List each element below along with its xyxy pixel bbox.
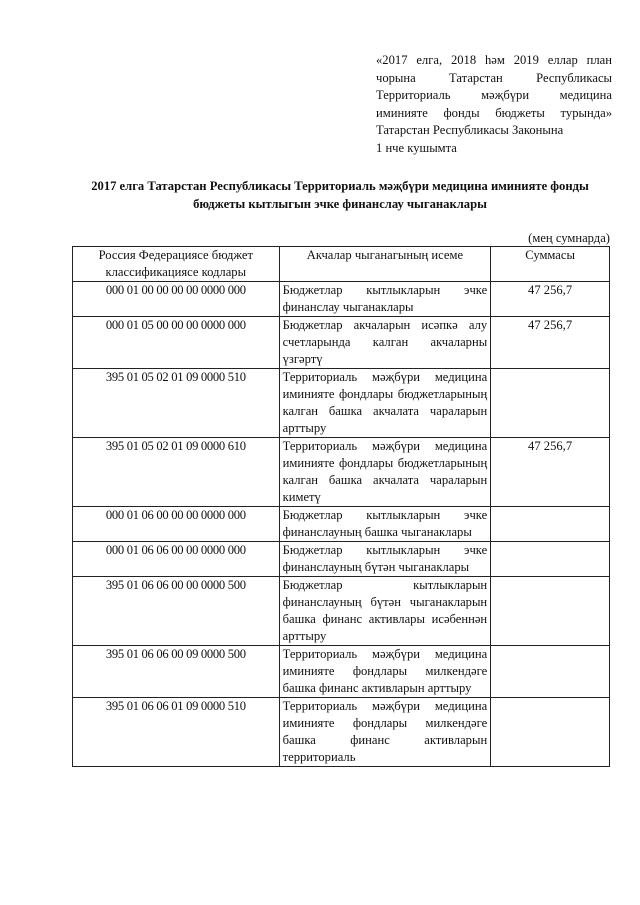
row-sum (491, 577, 610, 646)
financing-sources-table (72, 246, 610, 767)
table-row (73, 282, 610, 317)
row-code: 395 01 06 06 01 09 0000 510 (73, 698, 280, 767)
row-sum: 47 256,7 (491, 282, 610, 317)
annex-reference (376, 52, 612, 158)
row-code: 000 01 00 00 00 00 0000 000 (73, 282, 280, 317)
table-row (73, 369, 610, 438)
document-title: 2017 елга Татарстан Республикасы Территориаль мәҗбүри медицина иминияте фонды бюджеты кытлыгын эчке финанслау чыганаклары (91, 179, 589, 211)
row-sum (491, 369, 610, 438)
row-sum (491, 646, 610, 698)
annex-line: Татарстан Республикасы Законына (376, 123, 564, 138)
row-code: 000 01 06 00 00 00 0000 000 (73, 507, 280, 542)
row-code: 000 01 06 06 00 00 0000 000 (73, 542, 280, 577)
table-row (73, 577, 610, 646)
row-name: Территориаль мәҗбүри медицина иминияте фондлары бюджетларының калган башка акчалата чараларын арттыру (279, 369, 491, 438)
row-name: Бюджетлар кытлыкларын финанслауның бүтән чыганакларын башка финанс активлары исәбеннән арттыру (279, 577, 491, 646)
annex-line: 1 нче кушымта (376, 140, 457, 155)
row-sum (491, 542, 610, 577)
row-name: Территориаль мәҗбүри медицина иминияте фондлары бюджетларының калган башка акчалата чараларын киметү (279, 438, 491, 507)
header-name: Акчалар чыганагының исеме (279, 247, 491, 282)
row-sum (491, 507, 610, 542)
row-sum: 47 256,7 (491, 438, 610, 507)
table-row (73, 542, 610, 577)
table-header-row (73, 247, 610, 282)
row-name: Бюджетлар кытлыкларын эчке финанслауның башка чыганаклары (279, 507, 491, 542)
annex-line: иминияте фонды бюджеты турында» (376, 105, 612, 120)
row-sum (491, 698, 610, 767)
row-name: Бюджетлар акчаларын исәпкә алу счетларында калган акчаларны үзгәртү (279, 317, 491, 369)
header-sum: Суммасы (491, 247, 610, 282)
row-name: Бюджетлар кытлыкларын эчке финанслауның бүтән чыганаклары (279, 542, 491, 577)
unit-note: (мең сумнарда) (528, 231, 610, 245)
row-code: 395 01 05 02 01 09 0000 510 (73, 369, 280, 438)
row-sum: 47 256,7 (491, 317, 610, 369)
table-row (73, 646, 610, 698)
annex-line: «2017 елга, 2018 һәм 2019 еллар план (376, 53, 612, 67)
annex-line: Территориаль мәҗбүри медицина (376, 88, 612, 103)
header-code: Россия Федерациясе бюджет классификациясе кодлары (73, 247, 280, 282)
annex-line: чорына Татарстан Республикасы (376, 70, 612, 85)
table-row (73, 438, 610, 507)
table-row (73, 507, 610, 542)
table-row (73, 698, 610, 767)
row-code: 395 01 05 02 01 09 0000 610 (73, 438, 280, 507)
row-name: Территориаль мәҗбүри медицина иминияте фондлары милкендәге башка финанс активларын арттыру (279, 646, 491, 698)
row-name: Бюджетлар кытлыкларын эчке финанслау чыганаклары (279, 282, 491, 317)
row-code: 000 01 05 00 00 00 0000 000 (73, 317, 280, 369)
row-code: 395 01 06 06 00 09 0000 500 (73, 646, 280, 698)
row-name: Территориаль мәҗбүри медицина иминияте фондлары милкендәге башка финанс активларын территориаль (279, 698, 491, 767)
row-code: 395 01 06 06 00 00 0000 500 (73, 577, 280, 646)
table-row (73, 317, 610, 369)
